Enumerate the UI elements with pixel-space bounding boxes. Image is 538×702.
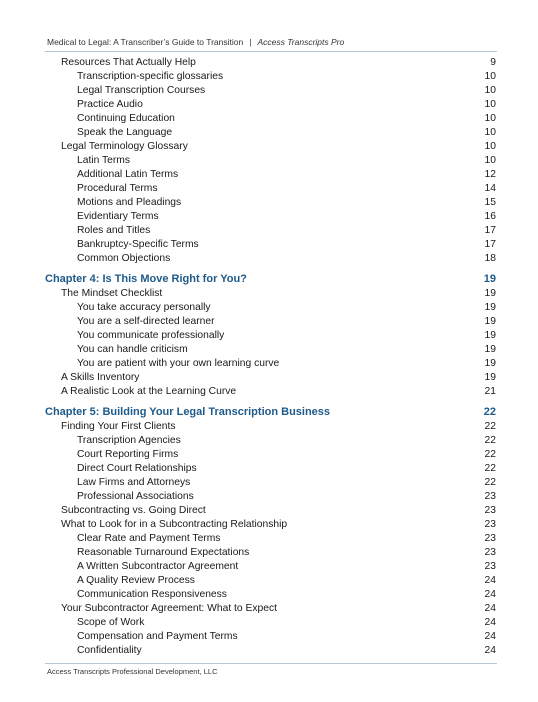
toc-entry-page: 18 (484, 253, 496, 264)
toc-entry-page: 19 (484, 358, 496, 369)
toc-entry-page: 17 (484, 225, 496, 236)
header-divider (45, 51, 497, 52)
toc-entry-title: Reasonable Turnaround Expectations (77, 547, 250, 558)
toc-entry[interactable] (45, 84, 496, 98)
toc-entry-title: A Written Subcontractor Agreement (77, 561, 239, 572)
toc-entry-page: 10 (484, 99, 496, 110)
toc-entry[interactable] (45, 301, 496, 315)
toc-entry[interactable] (45, 546, 496, 560)
toc-entry-title: A Realistic Look at the Learning Curve (61, 386, 237, 397)
toc-entry-title: Chapter 4: Is This Move Right for You? (45, 273, 247, 285)
toc-entry-title: Evidentiary Terms (77, 211, 159, 222)
toc-entry-title: Communication Responsiveness (77, 589, 227, 600)
toc-entry[interactable] (45, 630, 496, 644)
toc-entry-title: Additional Latin Terms (77, 169, 179, 180)
page-footer: Access Transcripts Professional Development, LLC (47, 667, 218, 676)
toc-entry-page: 10 (484, 127, 496, 138)
toc-entry[interactable] (45, 588, 496, 602)
toc-entry[interactable] (45, 448, 496, 462)
toc-entry-title: Chapter 5: Building Your Legal Transcription Business (45, 406, 331, 418)
toc-entry[interactable] (45, 560, 496, 574)
toc-entry-page: 23 (484, 491, 496, 502)
toc-entry-title: You are patient with your own learning curve (77, 358, 280, 369)
toc-entry-title: Practice Audio (77, 99, 143, 110)
toc-entry[interactable] (45, 112, 496, 126)
toc-entry-page: 24 (484, 589, 496, 600)
toc-entry-page: 22 (484, 435, 496, 446)
toc-entry-title: You take accuracy personally (77, 302, 211, 313)
toc-entry-page: 10 (484, 71, 496, 82)
toc-entry-page: 22 (484, 449, 496, 460)
toc-entry-title: Continuing Education (77, 113, 175, 124)
toc-entry-title: Professional Associations (77, 491, 194, 502)
footer-divider (45, 663, 497, 664)
toc-entry-page: 10 (484, 141, 496, 152)
toc-entry-page: 9 (490, 57, 496, 68)
toc-entry-page: 24 (484, 631, 496, 642)
toc-entry[interactable] (45, 420, 496, 434)
toc-entry-page: 22 (484, 463, 496, 474)
toc-entry-page: 23 (484, 547, 496, 558)
toc-entry[interactable] (45, 329, 496, 343)
toc-entry-title: Scope of Work (77, 617, 145, 628)
toc-entry-title: Speak the Language (77, 127, 173, 138)
toc-entry-title: Legal Transcription Courses (77, 85, 206, 96)
toc-entry[interactable] (45, 238, 496, 252)
toc-entry-title: Legal Terminology Glossary (61, 141, 188, 152)
toc-entry-page: 19 (484, 288, 496, 299)
toc-entry-title: Direct Court Relationships (77, 463, 197, 474)
toc-entry-page: 16 (484, 211, 496, 222)
toc-entry[interactable] (45, 504, 496, 518)
toc-entry-page: 19 (484, 372, 496, 383)
toc-entry-page: 19 (484, 316, 496, 327)
toc-entry[interactable] (45, 196, 496, 210)
toc-entry-title: Transcription Agencies (77, 435, 181, 446)
toc-entry-page: 23 (484, 505, 496, 516)
toc-entry[interactable] (45, 210, 496, 224)
toc-entry-page: 14 (484, 183, 496, 194)
toc-entry-page: 10 (484, 155, 496, 166)
document-title: Medical to Legal: A Transcriber’s Guide to Transition (47, 37, 244, 47)
toc-entry-title: You are a self-directed learner (77, 316, 215, 327)
toc-chapter-entry[interactable] (45, 405, 496, 420)
toc-entry[interactable] (45, 56, 496, 70)
table-of-contents (45, 56, 496, 658)
toc-entry-page: 24 (484, 603, 496, 614)
toc-entry[interactable] (45, 476, 496, 490)
toc-entry[interactable] (45, 574, 496, 588)
toc-entry-page: 19 (484, 330, 496, 341)
toc-entry-title: Court Reporting Firms (77, 449, 179, 460)
toc-entry-page: 22 (483, 406, 496, 418)
toc-entry-page: 24 (484, 575, 496, 586)
page-header (47, 37, 344, 47)
toc-entry[interactable] (45, 616, 496, 630)
toc-entry[interactable] (45, 224, 496, 238)
toc-entry-title: Latin Terms (77, 155, 131, 166)
toc-entry[interactable] (45, 98, 496, 112)
toc-entry-title: Bankruptcy-Specific Terms (77, 239, 199, 250)
toc-entry-title: Compensation and Payment Terms (77, 631, 238, 642)
toc-entry-title: Law Firms and Attorneys (77, 477, 191, 488)
toc-entry-page: 24 (484, 645, 496, 656)
toc-entry-title: Clear Rate and Payment Terms (77, 533, 221, 544)
toc-entry-title: You communicate professionally (77, 330, 225, 341)
toc-entry[interactable] (45, 315, 496, 329)
toc-entry[interactable] (45, 287, 496, 301)
toc-entry[interactable] (45, 462, 496, 476)
toc-entry-page: 17 (484, 239, 496, 250)
toc-entry-title: Transcription-specific glossaries (77, 71, 224, 82)
toc-entry-page: 15 (484, 197, 496, 208)
toc-entry-title: What to Look for in a Subcontracting Relationship (61, 519, 288, 530)
toc-entry-page: 23 (484, 561, 496, 572)
toc-entry-title: Resources That Actually Help (61, 57, 196, 68)
toc-entry-title: Common Objections (77, 253, 171, 264)
toc-entry-page: 19 (483, 273, 496, 285)
toc-entry[interactable] (45, 70, 496, 84)
toc-entry-title: Finding Your First Clients (61, 421, 176, 432)
toc-entry-page: 23 (484, 519, 496, 530)
toc-entry[interactable] (45, 434, 496, 448)
toc-entry-title: You can handle criticism (77, 344, 188, 355)
toc-entry[interactable] (45, 168, 496, 182)
toc-entry-page: 19 (484, 302, 496, 313)
toc-entry[interactable] (45, 371, 496, 385)
toc-entry-page: 22 (484, 477, 496, 488)
toc-entry[interactable] (45, 154, 496, 168)
header-brand: Access Transcripts Pro (257, 37, 345, 47)
toc-entry[interactable] (45, 140, 496, 154)
toc-entry-title: The Mindset Checklist (61, 288, 163, 299)
toc-chapter-entry[interactable] (45, 272, 496, 287)
toc-entry-page: 22 (484, 421, 496, 432)
toc-entry[interactable] (45, 357, 496, 371)
toc-entry[interactable] (45, 490, 496, 504)
toc-entry-title: A Quality Review Process (77, 575, 195, 586)
toc-entry[interactable] (45, 532, 496, 546)
toc-entry[interactable] (45, 126, 496, 140)
toc-entry-title: A Skills Inventory (61, 372, 140, 383)
toc-entry-title: Confidentiality (77, 645, 142, 656)
toc-entry-title: Your Subcontractor Agreement: What to Expect (61, 603, 277, 614)
toc-entry-page: 12 (484, 169, 496, 180)
toc-entry-page: 24 (484, 617, 496, 628)
toc-entry[interactable] (45, 343, 496, 357)
header-separator: | (249, 37, 252, 47)
toc-entry-page: 19 (484, 344, 496, 355)
toc-entry-page: 10 (484, 85, 496, 96)
toc-entry-title: Procedural Terms (77, 183, 158, 194)
toc-entry-page: 23 (484, 533, 496, 544)
toc-entry-title: Roles and Titles (77, 225, 151, 236)
toc-entry[interactable] (45, 644, 496, 658)
toc-entry-page: 21 (484, 386, 496, 397)
toc-entry-page: 10 (484, 113, 496, 124)
toc-entry[interactable] (45, 182, 496, 196)
toc-entry[interactable] (45, 602, 496, 616)
toc-entry[interactable] (45, 385, 496, 399)
toc-entry[interactable] (45, 252, 496, 266)
toc-entry-title: Subcontracting vs. Going Direct (61, 505, 206, 516)
toc-entry-title: Motions and Pleadings (77, 197, 182, 208)
toc-entry[interactable] (45, 518, 496, 532)
